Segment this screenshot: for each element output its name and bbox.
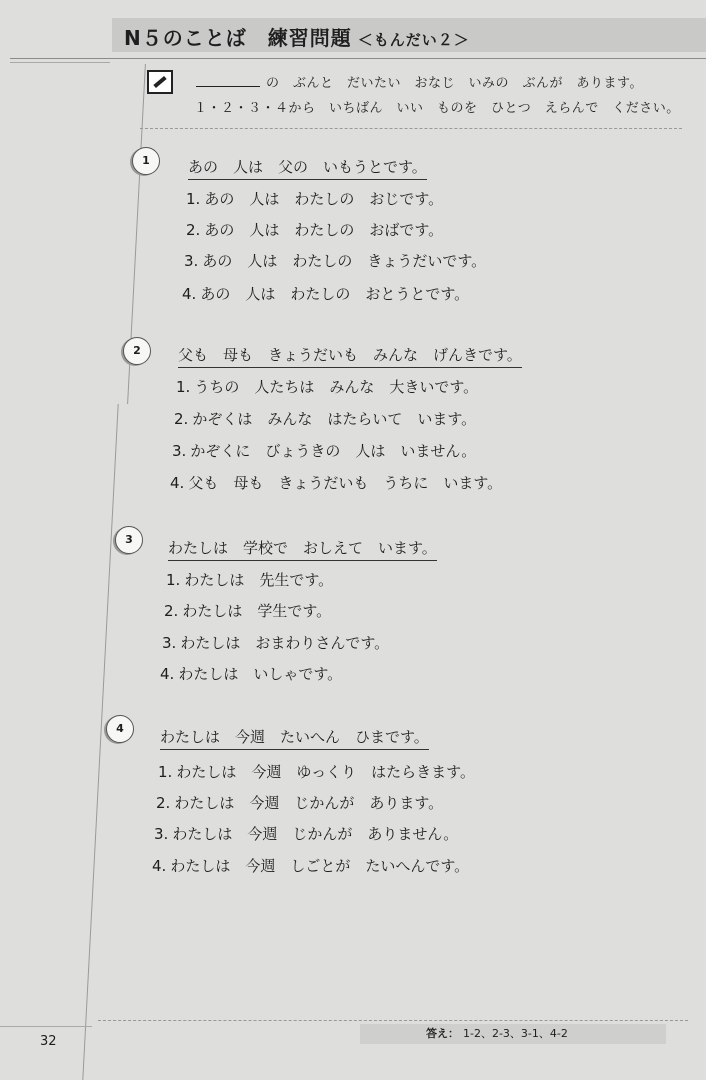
footer-dashed-rule [98,1020,688,1021]
question-3-option-4[interactable]: 4. わたしは いしゃです。 [160,665,343,683]
answer-key [360,1024,666,1044]
question-1-option-4[interactable]: 4. あの 人は わたしの おとうとです。 [182,285,470,303]
question-4-option-4[interactable]: 4. わたしは 今週 しごとが たいへんです。 [152,857,470,875]
question-3-stem: わたしは 学校で おしえて います。 [168,537,437,561]
answer-values: 1-2、2-3、3-1、4-2 [463,1027,568,1040]
pencil-icon [147,70,173,94]
question-2-option-4[interactable]: 4. 父も 母も きょうだいも うちに います。 [170,474,503,492]
top-divider-short [10,62,110,63]
question-1-option-2[interactable]: 2. あの 人は わたしの おばです。 [186,221,444,239]
underline-blank [196,86,260,87]
question-3-option-1[interactable]: 1. わたしは 先生です。 [166,571,334,589]
question-2-option-1[interactable]: 1. うちの 人たちは みんな 大きいです。 [176,378,479,396]
question-1-option-1[interactable]: 1. あの 人は わたしの おじです。 [186,190,444,208]
margin-line-lower [82,404,118,1080]
title-subtitle: ＜もんだい２＞ [357,31,470,49]
question-1-stem: あの 人は 父の いもうとです。 [188,156,427,180]
instruction-line-1: の ぶんと だいたい おなじ いみの ぶんが あります。 [196,72,643,91]
question-2-option-3[interactable]: 3. かぞくに びょうきの 人は いません。 [172,442,477,460]
question-4-stem: わたしは 今週 たいへん ひまです。 [160,726,429,750]
question-4-option-3[interactable]: 3. わたしは 今週 じかんが ありません。 [154,825,459,843]
page-title [124,22,470,51]
title-main: N５のことば 練習問題 [124,26,352,50]
question-number-2: 2 [123,337,151,365]
question-1-option-3[interactable]: 3. あの 人は わたしの きょうだいです。 [184,252,487,270]
instruction-line-2: １・２・３・４から いちばん いい ものを ひとつ えらんで ください。 [194,101,680,116]
question-2-stem: 父も 母も きょうだいも みんな げんきです。 [178,344,522,368]
footer-edge-line [0,1026,92,1027]
question-number-4: 4 [106,715,134,743]
question-4-option-1[interactable]: 1. わたしは 今週 ゆっくり はたらきます。 [158,763,475,781]
question-2-option-2[interactable]: 2. かぞくは みんな はたらいて います。 [174,410,477,428]
question-3-option-3[interactable]: 3. わたしは おまわりさんです。 [162,634,390,652]
page-number: 32 [40,1034,57,1049]
answer-label: 答え： [426,1027,459,1040]
question-number-1: 1 [132,147,160,175]
question-number-3: 3 [115,526,143,554]
question-4-option-2[interactable]: 2. わたしは 今週 じかんが あります。 [156,794,444,812]
top-divider [10,58,706,59]
dashed-separator [140,128,682,129]
question-3-option-2[interactable]: 2. わたしは 学生です。 [164,602,332,620]
